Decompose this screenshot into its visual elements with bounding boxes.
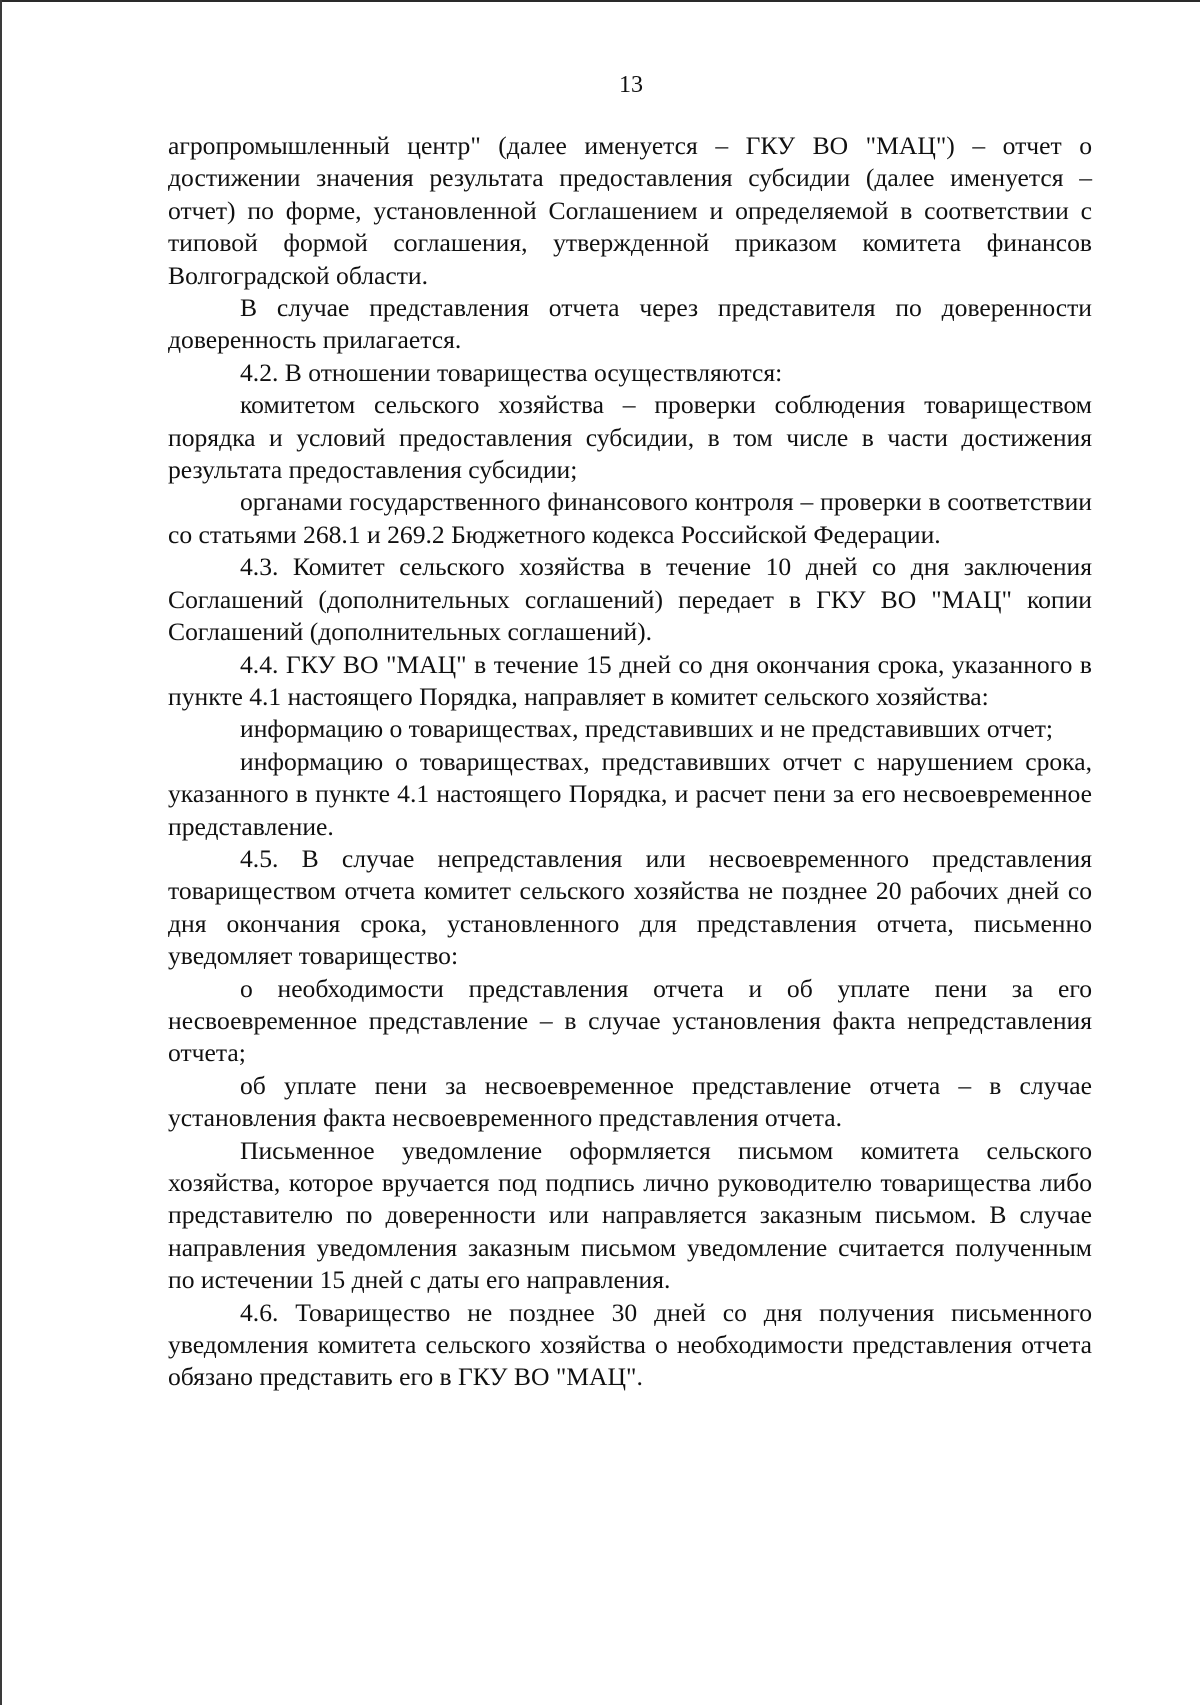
paragraph-4-3: 4.3. Комитет сельского хозяйства в течение 10 дней со дня заключения Соглашений (дополнительных соглашений) передает в ГКУ ВО "МАЦ" копии Соглашений (дополнительных соглашений). [168, 552, 1092, 647]
paragraph-4-5: 4.5. В случае непредставления или несвоевременного представления товариществом отчета комитет сельского хозяйства не позднее 20 рабочих дней со дня окончания срока, установленного для представления отчета, письменно уведомляет товарищество: [168, 843, 1092, 971]
paragraph-4-2-committee-checks: комитетом сельского хозяйства – проверки соблюдения товариществом порядка и условий предоставления субсидии, в том числе в части достижения результата предоставления субсидии; [168, 390, 1092, 485]
paragraph-continuation: агропромышленный центр" (далее именуется – ГКУ ВО "МАЦ") – отчет о достижении значения результата предоставления субсидии (далее именуется – отчет) по форме, установленной Соглашением и определяемой в соответствии с типовой формой соглашения, утвержденной приказом комитета финансов Волгоградской области. [168, 131, 1092, 290]
document-body [168, 130, 1092, 1394]
paragraph-written-notice: Письменное уведомление оформляется письмом комитета сельского хозяйства, которое вручается под подпись лично руководителю товарищества либо представителю по доверенности или направляется заказным письмом. В случае направления уведомления заказным письмом уведомление считается полученным по истечении 15 дней с даты его направления. [168, 1135, 1092, 1295]
paragraph-power-of-attorney: В случае представления отчета через представителя по доверенности доверенность прилагается. [168, 293, 1092, 355]
paragraph-4-4-info-reports: информацию о товариществах, представивших и не представивших отчет; [240, 714, 1054, 744]
paragraph-4-2-financial-control: органами государственного финансового контроля – проверки в соответствии со статьями 268.1 и 269.2 Бюджетного кодекса Российской Федерации. [168, 487, 1092, 549]
paragraph-4-5-penalty: об уплате пени за несвоевременное представление отчета – в случае установления факта несвоевременного представления отчета. [168, 1070, 1092, 1133]
paragraph-4-4-info-late: информацию о товариществах, представивших отчет с нарушением срока, указанного в пункте 4.1 настоящего Порядка, и расчет пени за его несвоевременное представление. [168, 746, 1092, 841]
paragraph-4-6: 4.6. Товарищество не позднее 30 дней со дня получения письменного уведомления комитета сельского хозяйства о необходимости представления отчета обязано представить его в ГКУ ВО "МАЦ". [168, 1297, 1092, 1392]
paragraph-4-2: 4.2. В отношении товарищества осуществляются: [240, 357, 783, 387]
scan-border-top [0, 0, 1200, 2]
paragraph-4-4: 4.4. ГКУ ВО "МАЦ" в течение 15 дней со дня окончания срока, указанного в пункте 4.1 настоящего Порядка, направляет в комитет сельского хозяйства: [168, 649, 1092, 711]
scan-border-left [0, 0, 2, 1705]
paragraph-4-5-necessity: о необходимости представления отчета и об уплате пени за его несвоевременное представление – в случае установления факта непредставления отчета; [168, 973, 1092, 1068]
page-number: 13 [619, 72, 643, 98]
